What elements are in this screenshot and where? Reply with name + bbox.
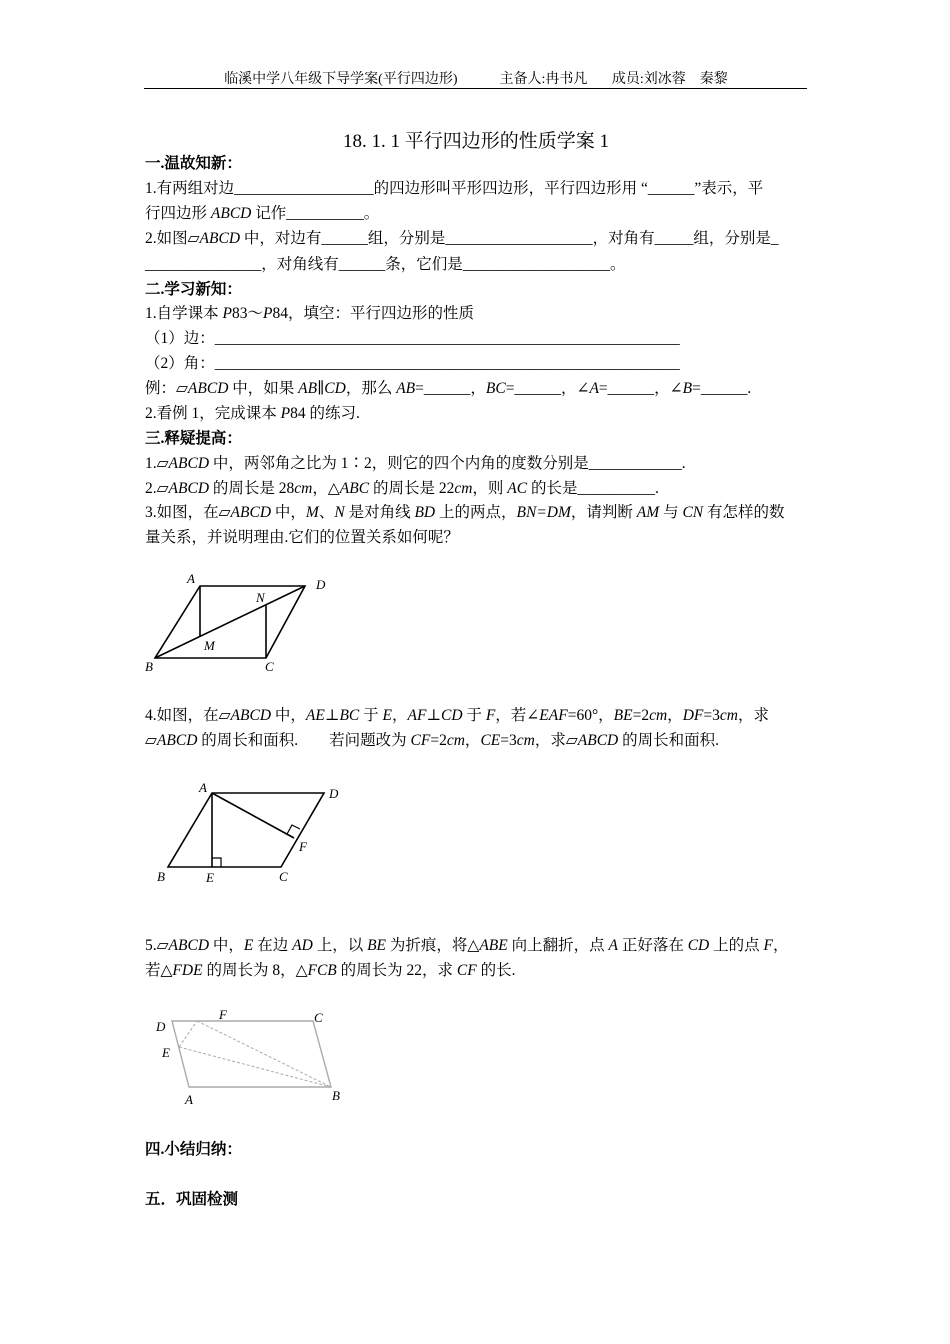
- fig3-label-e: E: [162, 1045, 170, 1060]
- text-segment: =______，∠: [505, 380, 590, 397]
- text-segment: 3.如图，在: [145, 504, 219, 521]
- fig1-label-m: M: [204, 638, 215, 653]
- fig2-right-angle-f: [287, 825, 300, 834]
- math-text: AM: [636, 504, 660, 521]
- math-text: AE: [305, 707, 325, 724]
- math-text: cm: [294, 480, 313, 497]
- math-text: A: [589, 380, 599, 397]
- text-segment: =______，∠: [598, 380, 683, 397]
- fig3-label-a: A: [185, 1092, 193, 1107]
- math-text: E: [382, 707, 392, 724]
- text-segment: 与: [659, 504, 683, 521]
- text-segment: 的周长是 28: [209, 480, 295, 497]
- text-segment: 五．巩固检测: [145, 1191, 239, 1208]
- math-text: CD: [441, 707, 463, 724]
- figure-3-labels: [155, 1007, 340, 1107]
- fig1-label-b: B: [145, 659, 153, 674]
- figure-3: [172, 1021, 331, 1087]
- fig1-label-a: A: [187, 571, 195, 586]
- header-preparer: 主备人:冉书凡: [499, 72, 588, 87]
- math-text: F: [763, 937, 773, 954]
- math-text: P: [280, 405, 291, 422]
- text-segment: （1）边：____________________________________________________________: [145, 330, 680, 347]
- page-title: 18. 1. 1 平行四边形的性质学案 1: [342, 131, 609, 152]
- text-segment: ，: [773, 937, 789, 954]
- text-segment: 有怎样的数: [703, 504, 785, 521]
- math-text: cm: [446, 732, 465, 749]
- fig2-label-e: E: [206, 870, 214, 885]
- fig1-label-c: C: [265, 659, 274, 674]
- math-text: BE: [613, 707, 633, 724]
- fig3-parallelogram: [172, 1021, 331, 1087]
- text-segment: 于: [359, 707, 383, 724]
- math-text: CF: [456, 962, 477, 979]
- text-segment: 1.: [145, 455, 157, 472]
- fig3-segment-ef: [179, 1021, 197, 1047]
- math-text: CE: [480, 732, 501, 749]
- fig3-label-c: C: [314, 1010, 323, 1025]
- text-segment: ，求: [737, 707, 769, 724]
- fig3-segment-fb: [197, 1021, 331, 1087]
- text-segment: ，请判断: [570, 504, 637, 521]
- math-text: CN: [682, 504, 704, 521]
- text-segment: 84 的练习.: [290, 405, 360, 422]
- math-text: AD: [292, 937, 313, 954]
- math-text: ▱ABCD: [156, 480, 210, 497]
- math-text: DF: [682, 707, 704, 724]
- text-segment: 的周长为 8，△: [202, 962, 308, 979]
- math-text: ABC: [339, 480, 370, 497]
- fig2-label-d: D: [329, 786, 339, 801]
- text-segment: 为折痕，将△: [386, 937, 480, 954]
- text-segment: （2）角：____________________________________________________________: [145, 355, 680, 372]
- text-segment: =60°，: [567, 707, 614, 724]
- math-text: cm: [516, 732, 535, 749]
- math-text: E: [243, 937, 254, 954]
- figure-2-labels: [157, 780, 339, 885]
- math-text: BD: [414, 504, 436, 521]
- text-segment: 上，以: [312, 937, 368, 954]
- text-segment: 84，填空：平行四边形的性质: [272, 305, 474, 322]
- text-segment: 行四边形: [145, 205, 211, 222]
- header-members: 成员:刘冰蓉 秦黎: [611, 72, 728, 87]
- math-text: N: [334, 504, 345, 521]
- math-text: ABE: [479, 937, 508, 954]
- text-segment: 二.学习新知：: [145, 281, 242, 298]
- text-segment: =______，: [415, 380, 486, 397]
- math-text: ▱ABCD: [156, 937, 210, 954]
- text-segment: ，那么: [345, 380, 397, 397]
- math-text: cm: [454, 480, 473, 497]
- math-text: AC: [507, 480, 528, 497]
- math-text: M: [305, 504, 319, 521]
- figure-2: [168, 793, 324, 867]
- math-text: ▱ABCD: [156, 455, 210, 472]
- fig2-label-f: F: [299, 839, 307, 854]
- math-text: cm: [719, 707, 738, 724]
- text-segment: 2.: [145, 480, 157, 497]
- math-text: EAF: [539, 707, 568, 724]
- math-text: BE: [367, 937, 387, 954]
- math-text: ABCD: [210, 205, 252, 222]
- header-school: 临溪中学八年级下导学案(平行四边形): [224, 72, 458, 87]
- text-segment: 于: [462, 707, 486, 724]
- text-segment: ，若∠: [495, 707, 540, 724]
- text-segment: ，则: [472, 480, 508, 497]
- math-text: AF: [407, 707, 427, 724]
- text-segment: 的周长是 22: [369, 480, 455, 497]
- text-segment: ，求: [534, 732, 566, 749]
- text-segment: ，: [667, 707, 683, 724]
- fig3-label-b: B: [332, 1088, 340, 1103]
- text-segment: 的周长和面积.: [618, 732, 719, 749]
- text-segment: 中，: [209, 937, 244, 954]
- math-text: CD: [687, 937, 710, 954]
- text-segment: ，△: [312, 480, 340, 497]
- text-segment: 正好落在: [617, 937, 688, 954]
- text-segment: 的长.: [476, 962, 516, 979]
- text-segment: 四.小结归纳：: [145, 1141, 242, 1158]
- text-segment: ⊥: [426, 707, 442, 724]
- math-text: FCB: [307, 962, 337, 979]
- fig1-label-n: N: [256, 590, 265, 605]
- math-text: B: [682, 380, 693, 397]
- text-segment: =3: [703, 707, 720, 724]
- text-segment: 记作__________。: [251, 205, 380, 222]
- math-text: A: [608, 937, 618, 954]
- text-segment: 中，: [271, 504, 306, 521]
- fig3-segment-eb: [179, 1047, 331, 1087]
- text-segment: =2: [632, 707, 650, 724]
- text-segment: 5.: [145, 937, 157, 954]
- math-text: cm: [649, 707, 668, 724]
- text-segment: _______________，对角线有______条，它们是___________________。: [145, 256, 626, 273]
- text-segment: 的长是__________.: [527, 480, 659, 497]
- fig2-right-angle-e: [212, 858, 221, 867]
- fig3-label-d: D: [156, 1019, 166, 1034]
- text-segment: 一.温故知新：: [145, 155, 242, 172]
- math-text: F: [485, 707, 496, 724]
- math-text: ▱ABCD: [218, 707, 272, 724]
- math-text: CF: [410, 732, 431, 749]
- text-segment: 1.自学课本: [145, 305, 223, 322]
- figure-1: [155, 586, 305, 658]
- fig1-label-d: D: [316, 577, 326, 592]
- math-text: FDE: [172, 962, 203, 979]
- math-text: BN=DM: [516, 504, 571, 521]
- math-text: ▱ABCD: [176, 380, 229, 397]
- fig2-segment-af: [212, 793, 294, 838]
- text-segment: 、: [318, 504, 335, 521]
- text-segment: 中，如果: [228, 380, 299, 397]
- fig3-label-f: F: [219, 1007, 227, 1022]
- text-segment: 若△: [145, 962, 173, 979]
- math-text: AB∥CD: [298, 380, 346, 397]
- text-segment: 向上翻折，点: [507, 937, 609, 954]
- math-text: AB: [396, 380, 416, 397]
- text-segment: 上的两点，: [435, 504, 517, 521]
- math-text: P: [222, 305, 232, 322]
- math-text: BC: [339, 707, 360, 724]
- text-segment: =3: [500, 732, 517, 749]
- fig2-parallelogram: [168, 793, 324, 867]
- text-segment: 的周长和面积. 若问题改为: [197, 732, 411, 749]
- text-segment: 中，: [271, 707, 306, 724]
- text-segment: 4.如图，在: [145, 707, 219, 724]
- text-segment: =______.: [692, 380, 752, 397]
- math-text: BC: [485, 380, 506, 397]
- math-text: ▱ABCD: [565, 732, 619, 749]
- text-segment: 83～: [231, 305, 263, 322]
- text-segment: ⊥: [324, 707, 340, 724]
- text-segment: ，: [391, 707, 408, 724]
- math-text: P: [263, 305, 273, 322]
- math-text: ▱ABCD: [145, 732, 198, 749]
- math-text: ▱ABCD: [218, 504, 272, 521]
- fig2-label-b: B: [157, 869, 165, 884]
- text-segment: 例：: [145, 380, 177, 397]
- text-segment: 三.释疑提高：: [145, 430, 242, 447]
- text-segment: ，: [464, 732, 481, 749]
- text-segment: 是对角线: [344, 504, 415, 521]
- text-segment: 在边: [253, 937, 293, 954]
- text-segment: 中，两邻角之比为 1∶2，则它的四个内角的度数分别是____________.: [209, 455, 686, 472]
- text-segment: 上的点: [709, 937, 764, 954]
- text-segment: 中，对边有______组，分别是___________________，对角有_____组，分别是_: [240, 230, 779, 247]
- text-segment: 1.有两组对边__________________的四边形叫平形四边形，平行四边形用 “______”表示，平: [145, 180, 764, 197]
- text-segment: 量关系，并说明理由.它们的位置关系如何呢？: [145, 529, 459, 546]
- text-segment: 的周长为 22，求: [336, 962, 457, 979]
- text-segment: =2: [430, 732, 447, 749]
- fig2-label-a: A: [199, 780, 207, 795]
- text-segment: 2.如图: [145, 230, 188, 247]
- fig2-label-c: C: [279, 869, 288, 884]
- text-segment: 2.看例 1，完成课本: [145, 405, 281, 422]
- math-text: ▱ABCD: [187, 230, 241, 247]
